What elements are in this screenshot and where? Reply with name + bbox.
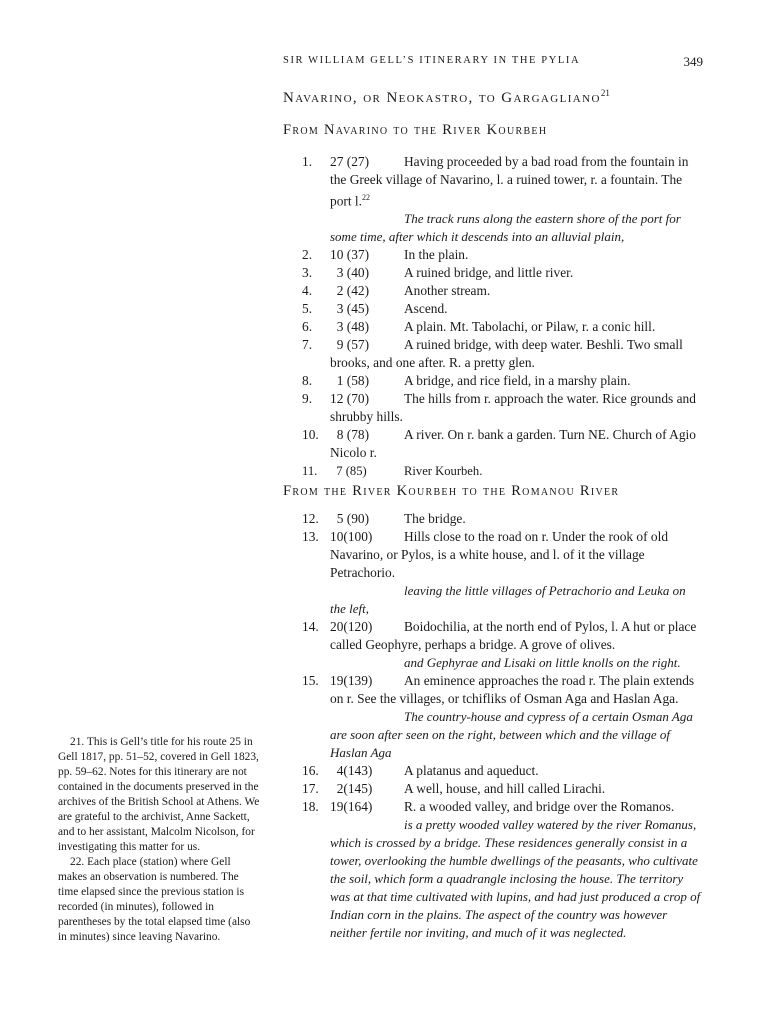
station-number: 4. bbox=[302, 283, 313, 299]
title-text: Navarino, or Neokastro, to Gargagliano bbox=[283, 90, 601, 106]
note-text: The track runs along the eastern shore of the port for some time, after which it descends into an alluvial plain, bbox=[330, 211, 681, 245]
itinerary-entry bbox=[302, 510, 702, 528]
note-text: The country-house and cypress of a certain Osman Aga are soon after seen on the right, between which and the village of Haslan Aga bbox=[330, 709, 693, 760]
station-number: 2. bbox=[302, 247, 313, 263]
station-number: 5. bbox=[302, 301, 313, 317]
page-number: 349 bbox=[683, 54, 703, 69]
elapsed-time: 3 (40) bbox=[330, 265, 370, 281]
itinerary-entry bbox=[302, 318, 702, 336]
itinerary-entry bbox=[302, 372, 702, 390]
elapsed-time: 9 (57) bbox=[330, 337, 370, 353]
itinerary-entry bbox=[302, 282, 702, 300]
section-heading-2: From the River Kourbeh to the Romanou River bbox=[283, 483, 620, 499]
note-text: leaving the little villages of Petrachorio and Leuka on the left, bbox=[330, 583, 686, 616]
station-description: In the plain. bbox=[404, 247, 469, 263]
elapsed-time: 19(139) bbox=[330, 673, 373, 688]
station-number: 9. bbox=[302, 391, 313, 407]
station-number: 12. bbox=[302, 511, 319, 526]
itinerary-note bbox=[302, 654, 702, 672]
itinerary-entry bbox=[302, 762, 702, 780]
station-description: Boidochilia, at the north end of Pylos, l. A hut or place called Geophyre, perhaps a bridge. A grove of olives. bbox=[330, 619, 697, 652]
station-number: 16. bbox=[302, 763, 319, 778]
elapsed-time: 2(145) bbox=[330, 781, 373, 796]
station-number: 8. bbox=[302, 373, 313, 389]
elapsed-time: 3 (48) bbox=[330, 319, 370, 335]
itinerary-note bbox=[302, 708, 702, 762]
elapsed-time: 1 (58) bbox=[330, 373, 370, 389]
itinerary-entry bbox=[302, 672, 702, 708]
elapsed-time: 8 (78) bbox=[330, 427, 370, 443]
station-number: 15. bbox=[302, 673, 319, 688]
station-description: Another stream. bbox=[404, 283, 491, 299]
itinerary-entry bbox=[302, 426, 702, 462]
itinerary-entry bbox=[302, 798, 702, 816]
footnotes bbox=[58, 735, 260, 945]
itinerary-list-1 bbox=[302, 153, 702, 480]
elapsed-time: 5 (90) bbox=[330, 511, 370, 526]
station-description: A well, house, and hill called Lirachi. bbox=[404, 781, 606, 796]
footnote-ref: 22 bbox=[362, 193, 370, 202]
station-number: 3. bbox=[302, 265, 313, 281]
station-description: A plain. Mt. Tabolachi, or Pilaw, r. a conic hill. bbox=[404, 319, 656, 335]
itinerary-list-2 bbox=[302, 510, 702, 942]
station-description: A ruined bridge, with deep water. Beshli. Two small brooks, and one after. R. a pretty glen. bbox=[330, 337, 683, 371]
station-description: A ruined bridge, and little river. bbox=[404, 265, 574, 281]
station-number: 10. bbox=[302, 427, 319, 443]
page-title bbox=[283, 88, 610, 107]
station-description: R. a wooded valley, and bridge over the Romanos. bbox=[404, 799, 675, 814]
itinerary-note bbox=[302, 210, 702, 246]
itinerary-entry bbox=[302, 390, 702, 426]
station-number: 17. bbox=[302, 781, 319, 796]
itinerary-entry bbox=[302, 336, 702, 372]
elapsed-time: 10(100) bbox=[330, 529, 373, 544]
itinerary-entry bbox=[302, 264, 702, 282]
station-description: Hills close to the road on r. Under the rook of old Navarino, or Pylos, is a white house, and l. of it the village Petrachorio. bbox=[330, 529, 669, 580]
station-number: 11. bbox=[302, 464, 318, 479]
station-number: 18. bbox=[302, 799, 319, 814]
station-number: 1. bbox=[302, 154, 313, 169]
elapsed-time: 4(143) bbox=[330, 763, 373, 778]
elapsed-time: 19(164) bbox=[330, 799, 373, 814]
title-footnote-ref: 21 bbox=[600, 88, 610, 98]
note-text: is a pretty wooded valley watered by the river Romanus, which is crossed by a bridge. These residences generally consist in a tower, overlooking the humble dwellings of the peasants, who cultivate the soil, which form a quadrangle inclosing the house. The territory was at that time cultivated with lupins, and had just produced a crop of Indian corn in the plains. The aspect of the country was however neither fertile nor inviting, and much of it was neglected. bbox=[330, 817, 701, 940]
station-number: 13. bbox=[302, 529, 319, 544]
station-description: River Kourbeh. bbox=[404, 464, 483, 479]
elapsed-time: 2 (42) bbox=[330, 283, 370, 299]
station-number: 14. bbox=[302, 619, 319, 634]
station-description: The bridge. bbox=[404, 511, 466, 526]
station-description: Ascend. bbox=[404, 301, 448, 317]
itinerary-note bbox=[302, 816, 702, 942]
station-number: 6. bbox=[302, 319, 313, 335]
running-head: SIR WILLIAM GELL’S ITINERARY IN THE PYLIA bbox=[283, 55, 581, 66]
itinerary-entry bbox=[302, 153, 702, 210]
elapsed-time: 3 (45) bbox=[330, 301, 370, 317]
itinerary-entry bbox=[302, 528, 702, 582]
itinerary-note bbox=[302, 582, 702, 618]
itinerary-entry bbox=[302, 780, 702, 798]
elapsed-time: 7 (85) bbox=[330, 464, 367, 479]
itinerary-entry bbox=[302, 300, 702, 318]
footnote-21: 21. This is Gell’s title for his route 25 in Gell 1817, pp. 51–52, covered in Gell 1823, pp. 59–62. Notes for this itinerary are not contained in the documents preserved in the archives of the British School at Athens. We are grateful to the archivist, Anne Sackett, and to her assistant, Malcolm Nicolson, for investigating this matter for us. bbox=[58, 736, 260, 853]
station-description: A platanus and aqueduct. bbox=[404, 763, 539, 778]
station-description: A river. On r. bank a garden. Turn NE. Church of Agio Nicolo r. bbox=[330, 427, 696, 461]
elapsed-time: 27 (27) bbox=[330, 154, 370, 169]
itinerary-entry bbox=[302, 462, 702, 480]
station-description: The hills from r. approach the water. Rice grounds and shrubby hills. bbox=[330, 391, 696, 425]
note-text: and Gephyrae and Lisaki on little knolls on the right. bbox=[404, 655, 681, 670]
section-heading-1: From Navarino to the River Kourbeh bbox=[283, 122, 548, 138]
station-description: An eminence approaches the road r. The plain extends on r. See the villages, or tchifliks of Osman Aga and Haslan Aga. bbox=[330, 673, 695, 706]
station-number: 7. bbox=[302, 337, 313, 353]
elapsed-time: 10 (37) bbox=[330, 247, 370, 263]
elapsed-time: 20(120) bbox=[330, 619, 373, 634]
elapsed-time: 12 (70) bbox=[330, 391, 370, 407]
itinerary-entry bbox=[302, 618, 702, 654]
station-description: Having proceeded by a bad road from the fountain in the Greek village of Navarino, l. a ruined tower, r. a fountain. The port l. bbox=[330, 154, 689, 209]
station-description: A bridge, and rice field, in a marshy plain. bbox=[404, 373, 631, 389]
footnote-22: 22. Each place (station) where Gell makes an observation is numbered. The time elapsed since the previous station is recorded (in minutes), followed in parentheses by the total elapsed time (also in minutes) since leaving Navarino. bbox=[58, 856, 251, 943]
itinerary-entry bbox=[302, 246, 702, 264]
